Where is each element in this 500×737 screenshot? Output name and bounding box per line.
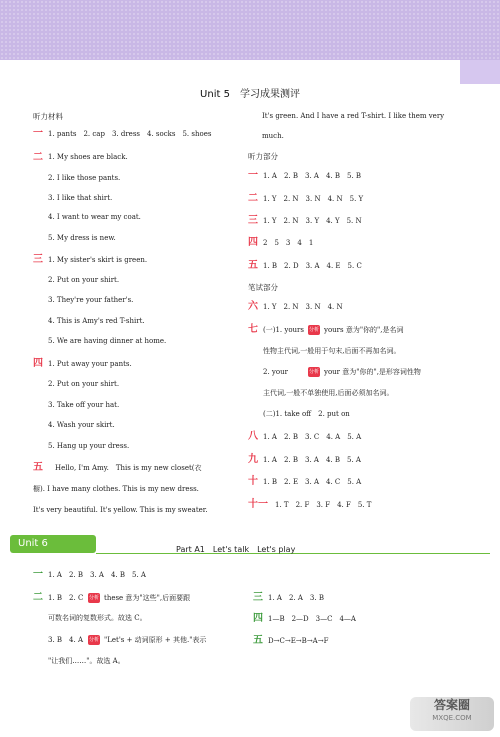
section-number: 四 xyxy=(248,237,258,248)
section-number: 十 xyxy=(248,476,258,487)
section-number: 三 xyxy=(33,254,43,265)
answer-line: 5. My dress is new. xyxy=(48,234,116,242)
passage-line: 橱). I have many clothes. This is my new dress. xyxy=(33,485,199,493)
section-number: 二 xyxy=(248,193,258,204)
section-number: 三 xyxy=(248,215,258,226)
answer-line: 1—B 2—D 3—C 4—A xyxy=(268,615,356,623)
explanation-line: your 意为"你的",是形容词性物 xyxy=(324,368,421,376)
watermark-main: 答案圈 xyxy=(433,698,470,712)
answer-line: 1. A 2. B 3. A 4. B 5. B xyxy=(263,172,362,180)
section-number: 一 xyxy=(33,569,43,580)
answer-line: 3. Take off your hat. xyxy=(48,401,120,409)
explanation-line: "让我们……"。故选 A。 xyxy=(48,657,125,665)
answer-line: 1. My sister's skirt is green. xyxy=(48,256,148,264)
section-number: 二 xyxy=(33,152,43,163)
answer-line: 1. A 2. A 3. B xyxy=(268,594,324,602)
analysis-badge: 分析 xyxy=(308,369,319,375)
explanation-line: "Let's + 动词原形 + 其他."表示 xyxy=(104,636,207,644)
answer-line: 4. This is Amy's red T-shirt. xyxy=(48,317,145,325)
answer-line: 3. I like that shirt. xyxy=(48,194,113,202)
answer-line: 5. We are having dinner at home. xyxy=(48,337,167,345)
section-number: 三 xyxy=(253,592,263,603)
answer-line: 1. Y 2. N 3. Y 4. Y 5. N xyxy=(263,217,362,225)
answer-line: (一)1. yours xyxy=(263,326,304,334)
passage-line: It's very beautiful. It's yellow. This is my sweater. xyxy=(33,506,208,514)
answer-line: 2. your xyxy=(263,368,288,376)
answer-line: (二)1. take off 2. put on xyxy=(263,410,350,418)
section-number: 七 xyxy=(248,324,258,335)
answer-line: 1. pants 2. cap 3. dress 4. socks 5. shoes xyxy=(48,130,212,138)
explanation-line: yours 意为"你的",是名词 xyxy=(324,326,404,334)
header-band xyxy=(0,0,500,60)
passage-line: much. xyxy=(262,132,284,140)
part-heading: Part A1 Let's talk Let's play xyxy=(176,545,296,554)
answer-line: 2 5 3 4 1 xyxy=(263,239,314,247)
watermark-url: MXQE.COM xyxy=(432,714,472,722)
answer-line: 4. I want to wear my coat. xyxy=(48,213,141,221)
answer-line: 1. Y 2. N 3. N 4. N 5. Y xyxy=(263,195,364,203)
watermark-logo xyxy=(410,697,494,731)
answer-line: 4. Wash your skirt. xyxy=(48,421,115,429)
analysis-badge: 分析 xyxy=(308,327,319,333)
section-heading-listening: 听力部分 xyxy=(248,152,278,161)
answer-line: D→C→E→B→A→F xyxy=(268,637,329,645)
answer-line: 1. A 2. B 3. C 4. A 5. A xyxy=(263,433,362,441)
answer-line: 1. B 2. C xyxy=(48,594,84,602)
explanation-line: these 意为"这些",后面要跟 xyxy=(104,594,191,602)
section-number: 六 xyxy=(248,301,258,312)
section-number: 八 xyxy=(248,431,258,442)
section-number: 五 xyxy=(253,635,263,646)
answer-line: 2. I like those pants. xyxy=(48,174,121,182)
page-title: Unit 5 学习成果测评 xyxy=(200,89,300,100)
answer-line: 1. B 2. D 3. A 4. E 5. C xyxy=(263,262,362,270)
section-number: 一 xyxy=(33,128,43,139)
answer-line: 1. My shoes are black. xyxy=(48,153,128,161)
answer-line: 5. Hang up your dress. xyxy=(48,442,130,450)
section-number: 五 xyxy=(33,462,43,473)
answer-line: 1. T 2. F 3. F 4. F 5. T xyxy=(275,501,372,509)
section-number: 十一 xyxy=(248,499,268,510)
answer-line: 1. Y 2. N 3. N 4. N xyxy=(263,303,343,311)
answer-line: 1. Put away your pants. xyxy=(48,360,132,368)
explanation-line: 可数名词的复数形式。故选 C。 xyxy=(48,614,147,622)
unit-6-label: Unit 6 xyxy=(10,535,96,553)
section-number: 四 xyxy=(33,358,43,369)
section-number: 五 xyxy=(248,260,258,271)
answer-line: 1. A 2. B 3. A 4. B 5. A xyxy=(263,456,361,464)
explanation-line: 主代词,一般不单独使用,后面必须加名词。 xyxy=(263,389,394,397)
section-heading-written: 笔试部分 xyxy=(248,283,278,292)
passage-line: It's green. And I have a red T-shirt. I like them very xyxy=(262,112,445,120)
passage-line: Hello, I'm Amy. This is my new closet(衣 xyxy=(48,464,202,472)
answer-line: 2. Put on your shirt. xyxy=(48,276,120,284)
answer-line: 2. Put on your shirt. xyxy=(48,380,120,388)
section-number: 二 xyxy=(33,592,43,603)
answer-line: 1. B 2. E 3. A 4. C 5. A xyxy=(263,478,362,486)
answer-line: 3. They're your father's. xyxy=(48,296,134,304)
answer-line: 1. A 2. B 3. A 4. B 5. A xyxy=(48,571,146,579)
section-number: 四 xyxy=(253,613,263,624)
section-number: 九 xyxy=(248,454,258,465)
explanation-line: 性物主代词,一般用于句末,后面不再加名词。 xyxy=(263,347,401,355)
section-heading-listening-material: 听力材料 xyxy=(33,112,63,121)
section-number: 一 xyxy=(248,170,258,181)
answer-line: 3. B 4. A xyxy=(48,636,84,644)
analysis-badge: 分析 xyxy=(88,595,99,601)
analysis-badge: 分析 xyxy=(88,637,99,643)
header-tab xyxy=(460,60,500,84)
